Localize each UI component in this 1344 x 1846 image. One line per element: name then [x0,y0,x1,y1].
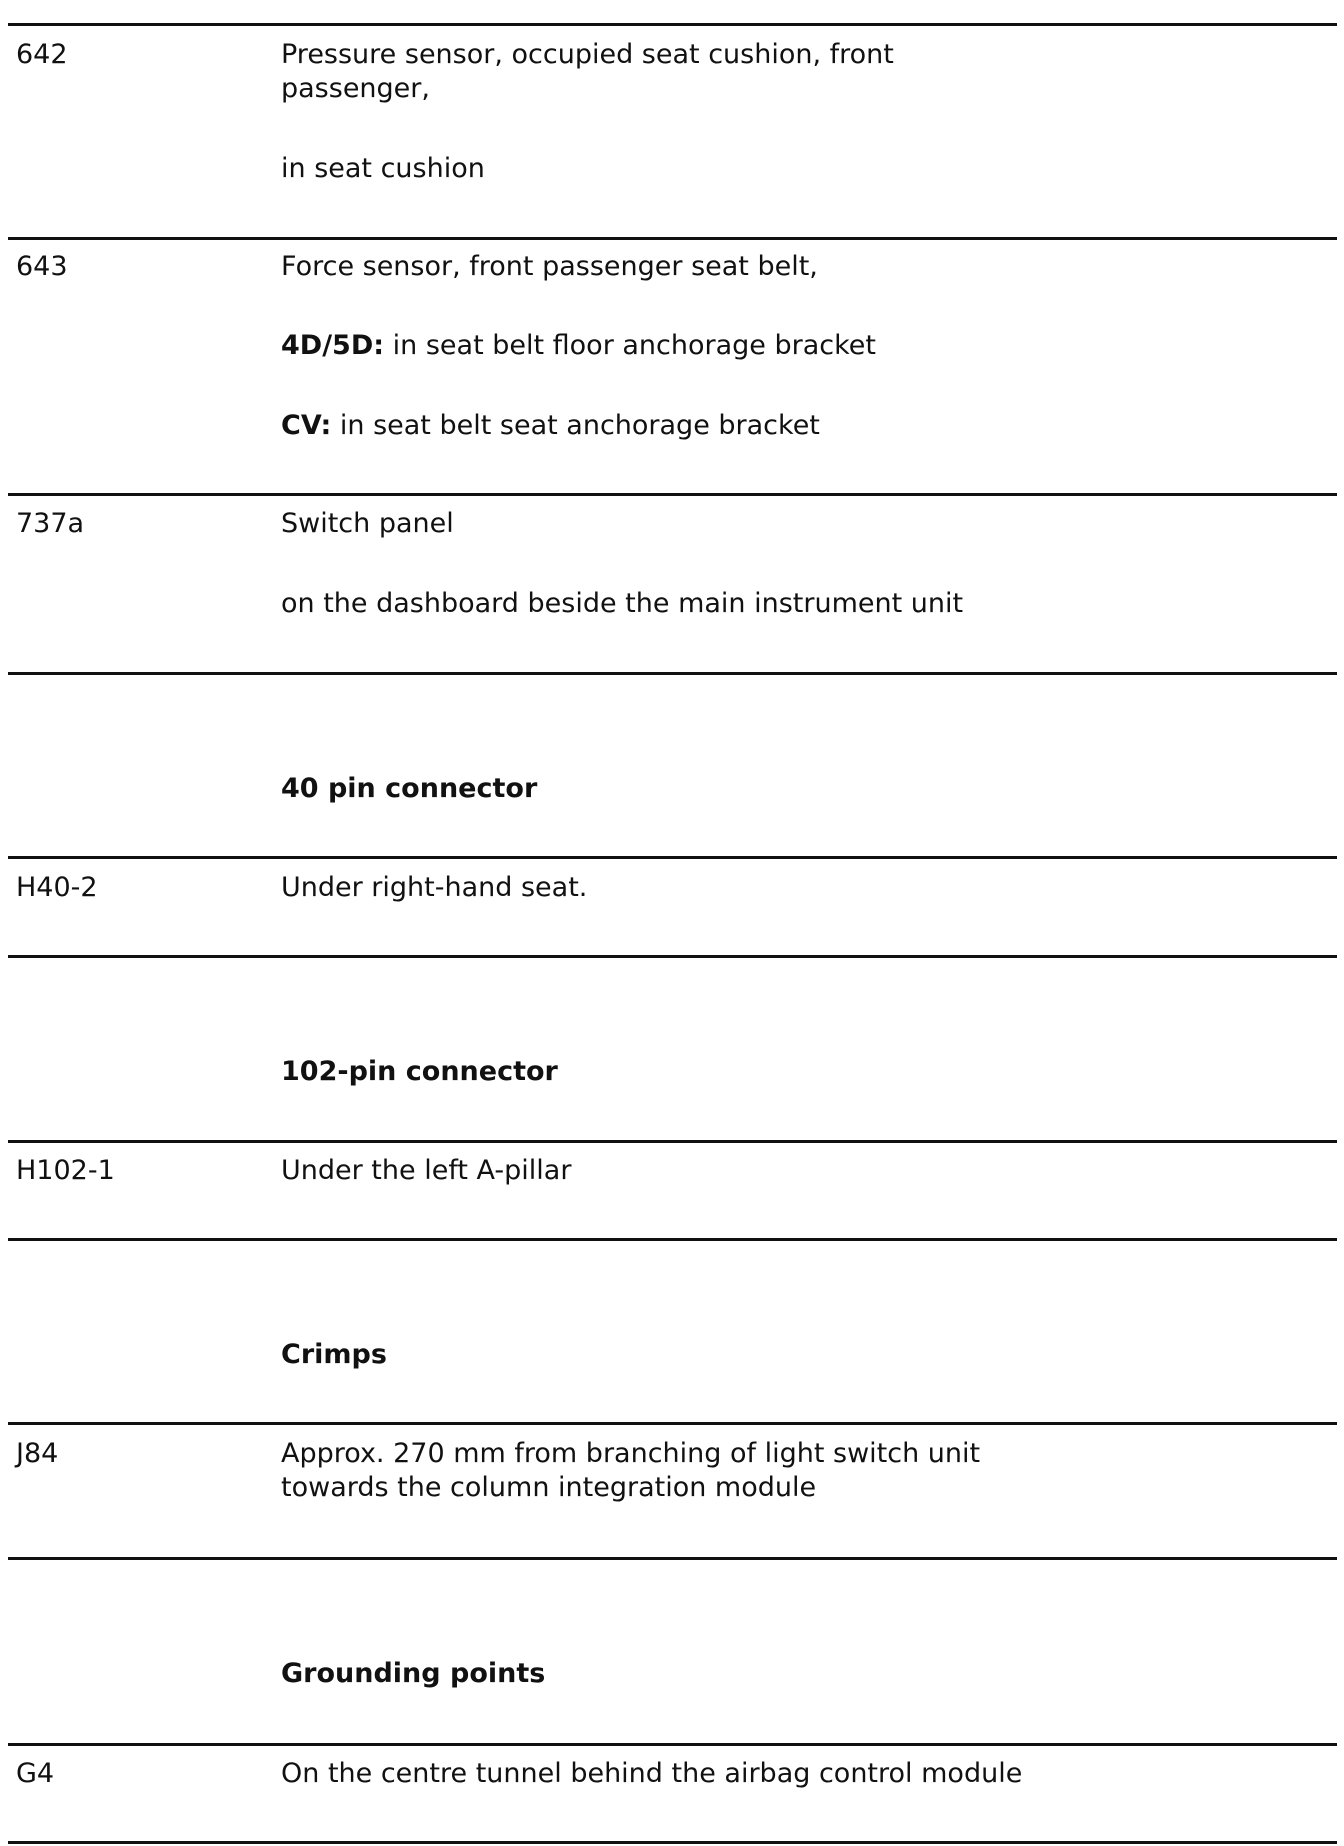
variant-label: CV: [281,410,332,441]
description-line: passenger, [281,73,430,104]
component-location: Under right-hand seat. [281,872,588,903]
component-code: G4 [16,1758,55,1789]
section-heading: Grounding points [281,1658,546,1689]
component-description: Switch panel [281,508,454,539]
divider [8,1422,1337,1425]
divider [8,1557,1337,1560]
component-code: 737a [16,508,85,539]
component-code: J84 [16,1438,59,1469]
divider [8,23,1337,26]
variant-text: in seat belt seat anchorage bracket [331,410,820,441]
component-location: in seat cushion [281,153,485,184]
component-location-variant [281,329,876,363]
divider [8,672,1337,675]
component-code: 642 [16,39,68,70]
component-code: 643 [16,251,68,282]
location-line: Approx. 270 mm from branching of light switch unit [281,1438,981,1469]
divider [8,856,1337,859]
component-location: On the centre tunnel behind the airbag control module [281,1758,1023,1789]
divider [8,1841,1337,1844]
divider [8,1743,1337,1746]
location-line: towards the column integration module [281,1472,817,1503]
component-code: H40-2 [16,872,98,903]
component-description: Force sensor, front passenger seat belt, [281,251,818,282]
component-location: on the dashboard beside the main instrument unit [281,588,964,619]
component-description [281,38,894,106]
divider [8,237,1337,240]
variant-label: 4D/5D: [281,330,385,361]
divider [8,1238,1337,1241]
section-heading: Crimps [281,1339,387,1370]
description-line: Pressure sensor, occupied seat cushion, front [281,39,894,70]
variant-text: in seat belt floor anchorage bracket [384,330,876,361]
component-location: Under the left A-pillar [281,1155,572,1186]
divider [8,955,1337,958]
section-heading: 40 pin connector [281,773,538,804]
component-code: H102-1 [16,1155,115,1186]
section-heading: 102-pin connector [281,1056,558,1087]
divider [8,1140,1337,1143]
component-location [281,1437,980,1505]
divider [8,493,1337,496]
component-location-variant [281,409,820,443]
